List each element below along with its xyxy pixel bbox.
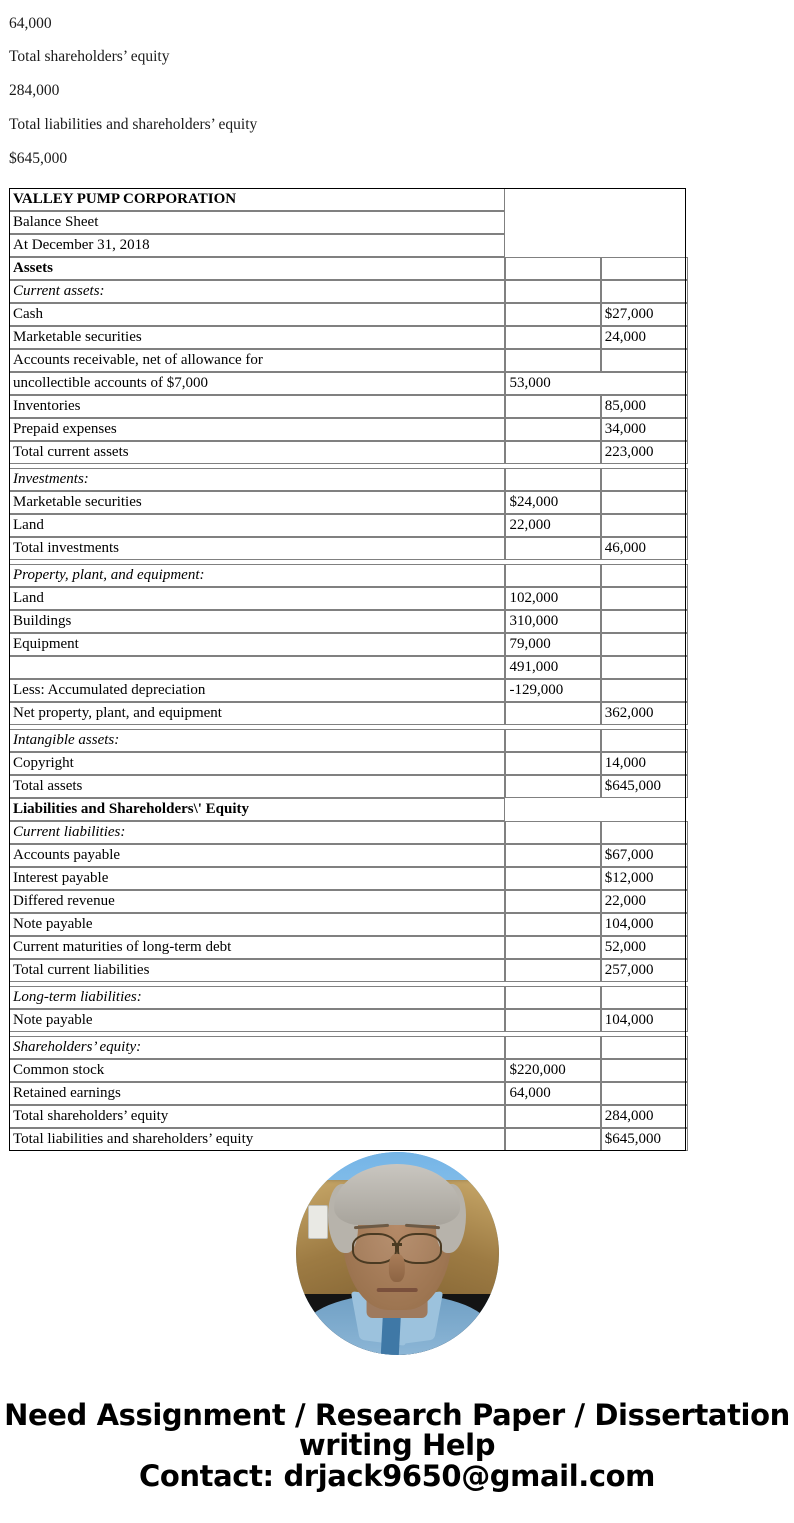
avatar-zone	[0, 1152, 794, 1358]
row-amount-col2-cell: 310,000	[505, 610, 600, 633]
row-amount-col3-cell	[601, 468, 688, 491]
row-amount-col2-cell	[505, 821, 600, 844]
table-row	[9, 890, 688, 913]
row-label-cell: Current assets:	[9, 280, 505, 303]
row-amount-col2-cell: $24,000	[505, 491, 600, 514]
row-amount-col2-cell	[505, 1128, 600, 1151]
row-amount-col3-cell: 46,000	[601, 537, 688, 560]
row-label-cell: Investments:	[9, 468, 505, 491]
row-amount-col3-cell	[601, 656, 688, 679]
row-amount-col2-cell	[505, 1009, 600, 1032]
footer-line-3: Contact: drjack9650@gmail.com	[139, 1459, 655, 1493]
row-amount-col2-cell	[505, 702, 600, 725]
row-label-cell: Current liabilities:	[9, 821, 505, 844]
row-label-cell: Assets	[9, 257, 505, 280]
spacer-cell	[505, 188, 688, 211]
table-row	[9, 633, 688, 656]
row-amount-col2-cell	[505, 257, 600, 280]
row-label-cell: Total shareholders’ equity	[9, 1105, 505, 1128]
table-row	[9, 587, 688, 610]
footer-advert	[0, 1400, 794, 1491]
row-amount-col3-cell: 52,000	[601, 936, 688, 959]
avatar-mouth	[377, 1288, 418, 1292]
table-row	[9, 679, 688, 702]
row-amount-col2-cell: 102,000	[505, 587, 600, 610]
row-label-cell: Note payable	[9, 1009, 505, 1032]
balance-sheet-body	[9, 188, 688, 1151]
row-amount-col3-cell	[601, 633, 688, 656]
row-amount-col3-cell	[601, 610, 688, 633]
table-row	[9, 303, 688, 326]
avatar	[296, 1152, 499, 1355]
row-label-cell: Copyright	[9, 752, 505, 775]
row-amount-col2-cell	[505, 349, 600, 372]
table-row	[9, 280, 688, 303]
row-amount-col3-cell: 104,000	[601, 913, 688, 936]
row-amount-col3-cell	[601, 1036, 688, 1059]
table-row	[9, 729, 688, 752]
row-label-cell: Total liabilities and shareholders’ equity	[9, 1128, 505, 1151]
row-amount-col3-cell: 284,000	[601, 1105, 688, 1128]
table-row	[9, 349, 688, 372]
row-amount-col3-cell	[601, 821, 688, 844]
row-amount-col3-cell: 223,000	[601, 441, 688, 464]
row-label-cell: Cash	[9, 303, 505, 326]
table-row	[9, 1082, 688, 1105]
row-label-cell: Liabilities and Shareholders\' Equity	[9, 798, 505, 821]
row-amount-col3-cell	[601, 587, 688, 610]
row-amount-col2-cell	[505, 775, 600, 798]
row-label-cell: Property, plant, and equipment:	[9, 564, 505, 587]
row-label-cell: Long-term liabilities:	[9, 986, 505, 1009]
table-row	[9, 257, 688, 280]
row-label-cell: Accounts receivable, net of allowance for	[9, 349, 505, 372]
table-row	[9, 913, 688, 936]
statement-date-cell: At December 31, 2018	[9, 234, 505, 257]
row-amount-col3-cell	[601, 986, 688, 1009]
row-amount-col3-cell: $67,000	[601, 844, 688, 867]
intro-line: 284,000	[9, 82, 60, 99]
row-amount-col3-cell: 257,000	[601, 959, 688, 982]
row-label-cell: Land	[9, 587, 505, 610]
row-label-cell: Marketable securities	[9, 326, 505, 349]
row-amount-col2-cell	[505, 752, 600, 775]
row-amount-col2-cell	[505, 936, 600, 959]
row-amount-col2-cell	[505, 959, 600, 982]
table-row	[9, 844, 688, 867]
row-label-cell: Shareholders’ equity:	[9, 1036, 505, 1059]
table-row	[9, 564, 688, 587]
table-row	[9, 610, 688, 633]
row-label-cell: Differed revenue	[9, 890, 505, 913]
row-label-cell: Current maturities of long-term debt	[9, 936, 505, 959]
row-amount-col3-cell	[601, 349, 688, 372]
table-row	[9, 441, 688, 464]
row-amount-col3-cell: $645,000	[601, 775, 688, 798]
row-amount-col3-cell: 104,000	[601, 1009, 688, 1032]
table-row	[9, 418, 688, 441]
row-label-cell	[9, 656, 505, 679]
table-row	[9, 936, 688, 959]
avatar-nose	[389, 1254, 405, 1282]
row-label-cell: Prepaid expenses	[9, 418, 505, 441]
table-row	[9, 1105, 688, 1128]
table-row-date	[9, 234, 688, 257]
spacer-cell	[505, 234, 688, 257]
row-amount-col3-cell: 85,000	[601, 395, 688, 418]
row-amount-col2-cell: 491,000	[505, 656, 600, 679]
row-amount-col2-cell	[505, 564, 600, 587]
table-row	[9, 656, 688, 679]
table-row	[9, 821, 688, 844]
row-label-cell: Marketable securities	[9, 491, 505, 514]
row-amount-col2-cell	[505, 280, 600, 303]
row-amount-col3-cell: $27,000	[601, 303, 688, 326]
row-amount-col2-cell	[505, 986, 600, 1009]
row-label-cell: Total current liabilities	[9, 959, 505, 982]
table-row-company	[9, 188, 688, 211]
footer-line-1: Need Assignment / Research Paper / Dissertation	[4, 1398, 790, 1432]
table-row	[9, 514, 688, 537]
table-row	[9, 1059, 688, 1082]
table-row	[9, 1036, 688, 1059]
intro-line: 64,000	[9, 15, 52, 32]
row-amount-col2-cell: 22,000	[505, 514, 600, 537]
row-amount-col2-cell	[505, 913, 600, 936]
row-label-cell: Interest payable	[9, 867, 505, 890]
row-amount-col2-cell	[505, 418, 600, 441]
row-amount-col2-cell	[505, 1105, 600, 1128]
balance-sheet-container	[9, 188, 688, 1151]
row-label-cell: Note payable	[9, 913, 505, 936]
row-amount-col2-cell	[505, 326, 600, 349]
row-amount-col2-cell	[505, 1036, 600, 1059]
table-row	[9, 491, 688, 514]
table-row	[9, 752, 688, 775]
table-row	[9, 959, 688, 982]
row-amount-col3-cell: $645,000	[601, 1128, 688, 1151]
spacer-cell	[505, 798, 688, 821]
intro-text-block	[0, 0, 794, 176]
table-row	[9, 1009, 688, 1032]
table-row	[9, 395, 688, 418]
row-amount-col3-cell: 24,000	[601, 326, 688, 349]
table-row	[9, 702, 688, 725]
row-amount-col3-cell	[601, 514, 688, 537]
row-amount-col3-cell	[601, 564, 688, 587]
avatar-tie	[381, 1314, 401, 1355]
row-amount-col3-cell: 34,000	[601, 418, 688, 441]
row-amount-col3-cell	[601, 1059, 688, 1082]
row-amount-col2-cell: 64,000	[505, 1082, 600, 1105]
row-amount-col3-cell	[601, 257, 688, 280]
row-label-cell: Net property, plant, and equipment	[9, 702, 505, 725]
row-amount-col2-cell	[505, 729, 600, 752]
table-row	[9, 537, 688, 560]
footer-line-2: writing Help	[298, 1428, 496, 1462]
intro-line: Total liabilities and shareholders’ equity	[9, 116, 258, 133]
row-label-cell: Buildings	[9, 610, 505, 633]
row-amount-col2-cell	[505, 537, 600, 560]
row-label-cell: Total current assets	[9, 441, 505, 464]
row-amount-col3-cell	[601, 491, 688, 514]
spacer-cell	[505, 211, 688, 234]
table-row	[9, 867, 688, 890]
row-amount-col3-cell: 362,000	[601, 702, 688, 725]
row-label-cell: Retained earnings	[9, 1082, 505, 1105]
row-label-cell: Accounts payable	[9, 844, 505, 867]
intro-line: $645,000	[9, 150, 68, 167]
row-label-cell: Total investments	[9, 537, 505, 560]
row-amount-col2-cell	[505, 468, 600, 491]
row-label-cell: Intangible assets:	[9, 729, 505, 752]
row-label-cell: Total assets	[9, 775, 505, 798]
row-amount-col3-cell: $12,000	[601, 867, 688, 890]
table-row	[9, 1128, 688, 1151]
row-label-cell: Land	[9, 514, 505, 537]
row-label-cell: Equipment	[9, 633, 505, 656]
intro-line: Total shareholders’ equity	[9, 48, 170, 65]
table-row	[9, 372, 688, 395]
row-label-cell: uncollectible accounts of $7,000	[9, 372, 505, 395]
row-label-cell: Less: Accumulated depreciation	[9, 679, 505, 702]
row-amount-col3-cell	[601, 1082, 688, 1105]
row-amount-col2-cell: 53,000	[505, 372, 688, 395]
row-amount-col2-cell: 79,000	[505, 633, 600, 656]
row-label-cell: Common stock	[9, 1059, 505, 1082]
row-amount-col2-cell	[505, 441, 600, 464]
avatar-glasses-bridge	[392, 1243, 402, 1246]
row-amount-col3-cell: 22,000	[601, 890, 688, 913]
table-row	[9, 775, 688, 798]
row-amount-col3-cell	[601, 679, 688, 702]
table-row	[9, 326, 688, 349]
row-amount-col2-cell: $220,000	[505, 1059, 600, 1082]
table-row	[9, 986, 688, 1009]
row-amount-col2-cell	[505, 395, 600, 418]
row-amount-col2-cell	[505, 844, 600, 867]
row-amount-col3-cell: 14,000	[601, 752, 688, 775]
table-row	[9, 798, 688, 821]
avatar-background-switch	[308, 1205, 328, 1239]
row-amount-col2-cell: -129,000	[505, 679, 600, 702]
statement-name-cell: Balance Sheet	[9, 211, 505, 234]
table-row-statement	[9, 211, 688, 234]
row-amount-col3-cell	[601, 729, 688, 752]
row-amount-col2-cell	[505, 867, 600, 890]
row-amount-col2-cell	[505, 890, 600, 913]
balance-sheet-table	[9, 188, 688, 1151]
company-name-cell: VALLEY PUMP CORPORATION	[9, 188, 505, 211]
row-amount-col2-cell	[505, 303, 600, 326]
table-row	[9, 468, 688, 491]
row-amount-col3-cell	[601, 280, 688, 303]
row-label-cell: Inventories	[9, 395, 505, 418]
